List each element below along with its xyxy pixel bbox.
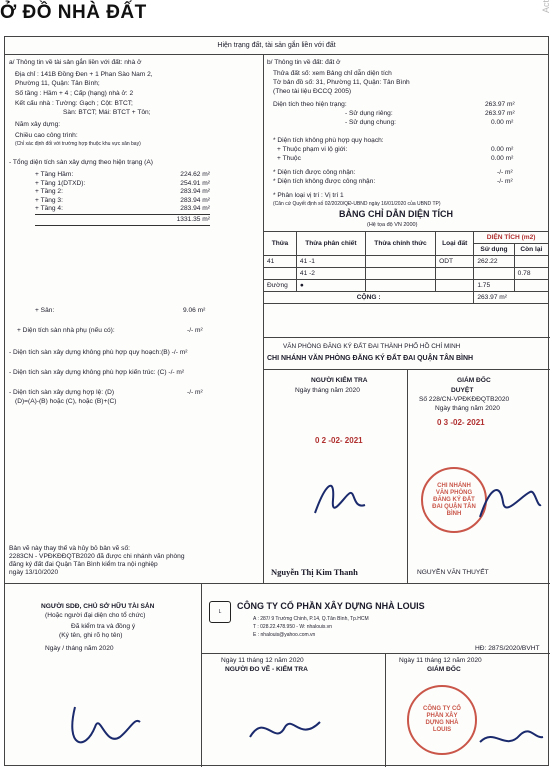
director-date: Ngày tháng năm 2020 — [435, 405, 500, 412]
floor-count: Số tầng : Hầm + 4 ; Cấp (hạng) nhà ở: 2 — [15, 90, 134, 97]
total-value: 263.97 m² — [474, 292, 549, 304]
table-cell: 1.75 — [474, 280, 514, 292]
table-row — [264, 268, 549, 280]
director-name: NGUYỄN VĂN THUYẾT — [417, 569, 489, 576]
total-area: 1331.35 m² — [35, 215, 210, 226]
floor-row: + Tầng 2: 283.94 m² — [35, 188, 210, 195]
structure-floor-roof: Sàn: BTCT; Mái: BTCT + Tôn; — [63, 109, 151, 116]
shared-use-label: - Sử dụng chung: — [345, 119, 396, 126]
total-label: CỘNG : — [264, 292, 474, 304]
company-director-signature — [475, 717, 545, 757]
table-row — [264, 256, 549, 268]
not-recognized-area-label: * Diện tích không được công nhận: — [273, 178, 376, 185]
current-area-label: Diện tích theo hiện trạng: — [273, 101, 347, 108]
building-height: Chiều cao công trình: — [15, 132, 78, 139]
company-address: A : 287/ 9 Trường Chinh, P.14, Q.Tân Bình, Tp.HCM — [253, 616, 369, 622]
area-table — [263, 231, 549, 304]
height-note: (Chỉ xác định đối với trường hợp thuộc khu vực sân bay) — [15, 141, 141, 147]
seal-text: CHI NHÁNH VĂN PHÒNG ĐĂNG KÝ ĐẤT ĐAI QUẬN TÂN BÌNH — [432, 482, 476, 517]
floor-row: + Tầng 3: 283.94 m² — [35, 196, 210, 204]
company-email: E : nhalouis@yahoo.com.vn — [253, 632, 316, 638]
director-signature — [475, 477, 545, 527]
auxiliary-area: + Diện tích sàn nhà phụ (nếu có): — [17, 327, 115, 334]
table-cell — [514, 280, 548, 292]
contract-number: HĐ: 287S/2020/BVHT — [475, 645, 540, 652]
director-title: GIÁM ĐỐC — [457, 377, 491, 384]
table-header-row — [264, 232, 549, 244]
replace-note-line4: ngày 13/10/2020 — [9, 569, 59, 576]
bottom-owner-divider — [201, 583, 202, 767]
address-ward: Phường 11, Quận: Tân Bình; — [15, 80, 100, 87]
other-label: + Thuộc — [277, 155, 301, 162]
center-divider — [263, 55, 264, 583]
table-cell: ODT — [436, 256, 474, 268]
company-column-divider — [385, 653, 386, 767]
owner-agree: Đã kiểm tra và đồng ý — [71, 623, 136, 630]
yard-value: 9.06 m² — [183, 307, 206, 314]
sheet-header: Hiện trạng đất, tài sản gắn liền với đất — [5, 37, 548, 55]
drawer-signature — [245, 707, 325, 757]
company-divider — [201, 653, 550, 654]
shared-use-value: 0.00 m² — [491, 119, 514, 126]
area-table-subtitle: (Hệ tọa độ VN 2000) — [367, 222, 418, 228]
table-cell — [474, 268, 514, 280]
company-director-date: Ngày 11 tháng 12 năm 2020 — [399, 657, 482, 664]
col-remaining: Còn lại — [514, 244, 548, 256]
office-divider — [263, 337, 550, 338]
owner-date: Ngày / tháng năm 2020 — [45, 645, 114, 652]
company-seal — [407, 685, 477, 755]
hcmc-office: VĂN PHÒNG ĐĂNG KÝ ĐẤT ĐAI THÀNH PHỐ HỒ CHÍ MINH — [283, 343, 461, 350]
map-note: (Theo tài liệu ĐCCQ 2005) — [273, 88, 352, 95]
district-office: CHI NHÁNH VĂN PHÒNG ĐĂNG KÝ ĐẤT ĐAI QUẬN TÂN BÌNH — [267, 355, 474, 362]
recognized-area-value: -/- m² — [497, 169, 513, 176]
drawer-date: Ngày 11 tháng 12 năm 2020 — [221, 657, 304, 664]
col-area: DIỆN TÍCH (m2) — [474, 232, 549, 244]
non-planning-area: - Diện tích sàn xây dựng không phù hợp quy hoạch:(B) -/- m² — [9, 349, 188, 356]
company-tel: T : 028.22.478.950 - W: nhalouis.vn — [253, 624, 333, 630]
table-total-row — [264, 292, 549, 304]
private-use-value: 263.97 m² — [485, 110, 515, 117]
owner-sign-note: (Ký tên, ghi rõ họ tên) — [59, 632, 123, 639]
approved-label: DUYỆT — [451, 387, 474, 394]
structure: Kết cấu nhà : Tường: Gạch ; Cột: BTCT; — [15, 100, 133, 107]
checker-stamp-date: 0 2 -02- 2021 — [315, 436, 363, 445]
company-name: CÔNG TY CỔ PHẦN XÂY DỰNG NHÀ LOUIS — [237, 601, 425, 611]
replace-note-line3: đăng ký đất đai Quận Tân Bình kiểm tra nội nghiệp — [9, 561, 158, 568]
checker-date: Ngày tháng năm 2020 — [295, 387, 360, 394]
yard-label: + Sân: — [35, 307, 55, 314]
construction-year: Năm xây dựng: — [15, 121, 61, 128]
owner-title: NGƯỜI SDĐ, CHỦ SỞ HỮU TÀI SẢN — [41, 603, 155, 610]
approval-number: Số 228/CN-VPĐKĐĐQTB2020 — [419, 396, 510, 403]
not-recognized-area-value: -/- m² — [497, 178, 513, 185]
private-use-label: - Sử dụng riêng: — [345, 110, 393, 117]
col-parcel: Thửa — [264, 232, 297, 256]
checker-title: NGƯỜI KIỂM TRA — [311, 377, 368, 384]
floor-row: + Tầng 1(DTXD): 254.91 m² — [35, 179, 210, 187]
table-cell — [365, 256, 435, 268]
house-info-title: a/ Thông tin về tài sản gắn liền với đất: nhà ở — [9, 59, 142, 66]
other-value: 0.00 m² — [491, 155, 514, 162]
map-sheet: Tờ bản đồ số: 31, Phường 11, Quận: Tân Bình — [273, 79, 410, 86]
address: Địa chỉ : 141B Đồng Đen + 1 Phan Sào Nam 2, — [15, 71, 153, 78]
current-area-value: 263.97 m² — [485, 101, 515, 108]
col-split-parcel: Thửa phân chiết — [296, 232, 365, 256]
bottom-divider — [5, 583, 550, 584]
table-cell: 41 -1 — [296, 256, 365, 268]
table-cell: ● — [296, 280, 365, 292]
legal-area-value: -/- m² — [187, 389, 203, 396]
checker-signature — [305, 465, 375, 525]
director-stamp-date: 0 3 -02- 2021 — [437, 418, 485, 427]
land-info-title: b/ Thông tin về đất: đất ở — [267, 59, 341, 66]
floor-row: + Tầng Hầm: 224.62 m² — [35, 171, 210, 178]
parcel-number: Thửa đất số: xem Bảng chỉ dẫn diện tích — [273, 70, 392, 77]
company-director-title: GIÁM ĐỐC — [427, 666, 461, 673]
road-boundary-value: 0.00 m² — [491, 146, 514, 153]
table-cell: 41 -2 — [296, 268, 365, 280]
land-house-sheet — [4, 36, 549, 766]
col-official-parcel: Thửa chính thức — [365, 232, 435, 256]
company-logo-text: L — [218, 609, 222, 615]
non-planning-land: * Diện tích không phù hợp quy hoạch: — [273, 137, 384, 144]
recognized-area-label: * Diện tích được công nhận: — [273, 169, 356, 176]
table-row — [264, 280, 549, 292]
area-table-title: BẢNG CHỈ DẪN DIỆN TÍCH — [339, 209, 453, 219]
replace-note-line2: 2283CN - VPĐKĐĐQTB2020 đã được chi nhánh văn phòng — [9, 553, 185, 560]
road-boundary-label: + Thuộc phạm vi lộ giới: — [277, 146, 348, 153]
signature-column-divider — [407, 369, 408, 583]
col-land-type: Loại đất — [436, 232, 474, 256]
owner-signature — [65, 687, 145, 757]
side-watermark-text: Act — [541, 0, 551, 14]
table-cell — [365, 280, 435, 292]
checker-name: Nguyễn Thị Kim Thanh — [271, 567, 358, 577]
table-cell: 0.78 — [514, 268, 548, 280]
floor-row: + Tầng 4: 283.94 m² — [35, 205, 210, 215]
table-cell: 41 — [264, 256, 297, 268]
area-formula: (D)=(A)-(B) hoặc (C), hoặc (B)+(C) — [15, 398, 117, 405]
table-cell: Đường — [264, 280, 297, 292]
company-seal-text: CÔNG TY CỔ PHẦN XÂY DỰNG NHÀ LOUIS — [423, 706, 461, 733]
company-logo — [209, 601, 231, 623]
table-cell — [365, 268, 435, 280]
location-class: * Phân loại vị trí : Vị trí 1 — [273, 192, 344, 199]
owner-note: (Hoặc người đại diện cho tổ chức) — [45, 612, 146, 619]
replace-note: Bản vẽ này thay thế và hủy bỏ bản vẽ số: — [9, 545, 130, 552]
table-cell — [514, 256, 548, 268]
document-title: Ở ĐỒ NHÀ ĐẤT — [0, 2, 147, 23]
floor-area-list — [35, 171, 210, 226]
col-used: Sử dụng — [474, 244, 514, 256]
legal-area: - Diện tích sàn xây dựng hợp lệ: (D) — [9, 389, 115, 396]
table-cell — [436, 268, 474, 280]
auxiliary-value: -/- m² — [187, 327, 203, 334]
total-area-title: - Tổng diện tích sàn xây dựng theo hiện trạng (A) — [9, 159, 153, 166]
location-note: (Căn cứ Quyết định số 02/2020/QĐ-UBND ngày 16/01/2020 của UBND TP) — [273, 201, 441, 207]
non-architecture-area: - Diện tích sàn xây dựng không phù hợp kiến trúc: (C) -/- m² — [9, 369, 185, 376]
table-cell — [436, 280, 474, 292]
table-cell — [264, 268, 297, 280]
drawer-title: NGƯỜI ĐO VẼ - KIỂM TRA — [225, 666, 308, 673]
table-cell: 262.22 — [474, 256, 514, 268]
